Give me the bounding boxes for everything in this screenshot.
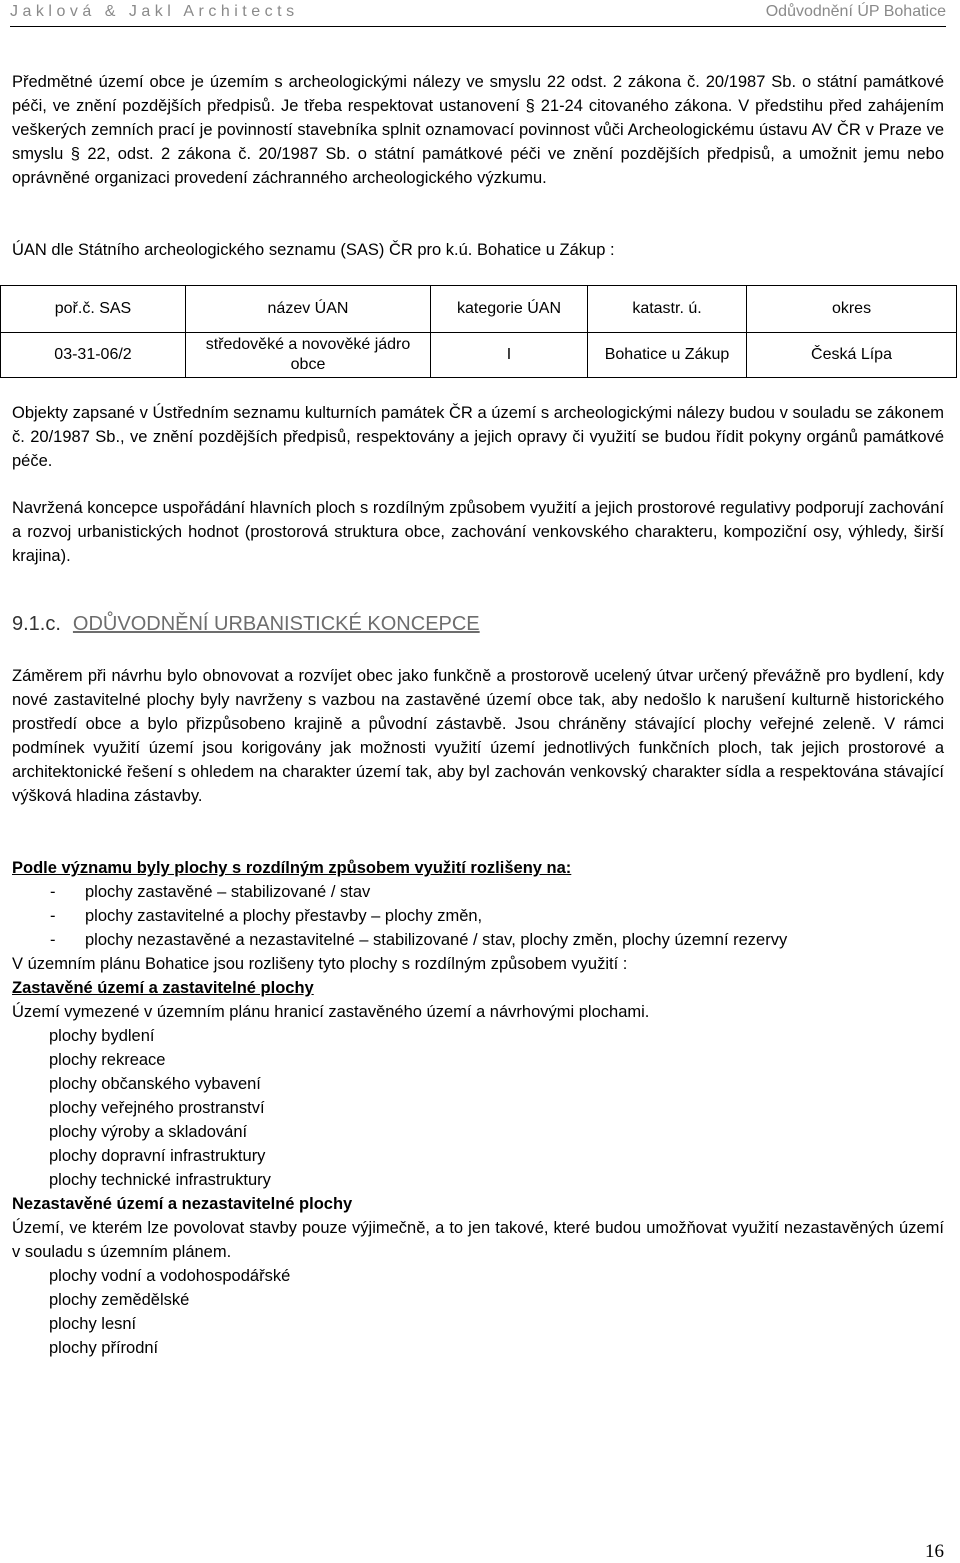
col-header: katastr. ú. [588, 286, 747, 333]
table-cell: I [431, 333, 588, 378]
list-item: plochy technické infrastruktury [49, 1171, 271, 1189]
list-item: plochy zemědělské [49, 1291, 190, 1309]
list-item: plochy občanského vybavení [49, 1075, 261, 1093]
table-cell: středověké a novověké jádro obce [186, 333, 431, 378]
col-header: okres [747, 286, 957, 333]
table-header-row [1, 286, 957, 333]
list-item: plochy veřejného prostranství [49, 1099, 265, 1117]
bullet-dash: - [50, 907, 56, 925]
zamerem-paragraph: Záměrem při návrhu bylo obnovovat a rozvíjet obec jako funkčně a prostorově ucelený útvar určený převážně pro bydlení, kdy nové zastavitelné plochy byly navrženy s vazbou na zastavěné území obce tak, aby nedošlo k narušení kulturně historického prostředí obce a bylo přizpůsobeno krajině a původní zástavbě. Jsou chráněny stávající plochy veřejné zeleně. V rámci podmínek využití území jsou korigovány jak možnosti využití území jednotlivých funkčních ploch, tak jejich prostorové a architektonické řešení s ohledem na charakter území tak, aby byl zachován venkovský charakter sídla a respektována stávající výšková hladina zástavby. [12, 667, 944, 805]
list-item: plochy výroby a skladování [49, 1123, 248, 1141]
list-item [12, 928, 944, 952]
list-item: plochy bydlení [49, 1027, 155, 1045]
col-header: poř.č. SAS [1, 286, 186, 333]
zastavene-heading: Zastavěné území a zastavitelné plochy [12, 979, 314, 997]
section-title: ODŮVODNĚNÍ URBANISTICKÉ KONCEPCE [72, 613, 480, 635]
zastavene-description: Území vymezené v územním plánu hranicí zastavěného území a návrhovými plochami. [12, 1003, 650, 1021]
list-item: plochy přírodní [49, 1339, 159, 1357]
plochy-note: V územním plánu Bohatice jsou rozlišeny tyto plochy s rozdílným způsobem využití : [12, 955, 628, 973]
nezastavene-heading: Nezastavěné území a nezastavitelné plochy [12, 1195, 353, 1213]
intro-paragraph: Předmětné území obce je územím s archeologickými nálezy ve smyslu 22 odst. 2 zákona č. 20/1987 Sb. o státní památkové péči, ve znění pozdějších předpisů. Je třeba respektovat ustanovení § 21-24 citovaného zákona. V předstihu před zahájením veškerých zemních prací je povinností stavebníka splnit oznamovací povinnost vůči Archeologickému ústavu AV ČR v Praze ve smyslu § 22, odst. 2 zákona č. 20/1987 Sb. o státní památkové péči ve znění pozdějších předpisů, a umožnit jemu nebo oprávněné organizaci provedení záchranného archeologického výzkumu. [12, 73, 944, 187]
list-item-text: plochy nezastavěné a nezastavitelné – stabilizované / stav, plochy změn, plochy územní rezervy [85, 931, 788, 949]
list-item: plochy lesní [49, 1315, 137, 1333]
table-cell: Bohatice u Zákup [588, 333, 747, 378]
uan-intro: ÚAN dle Státního archeologického seznamu (SAS) ČR pro k.ú. Bohatice u Zákup : [12, 241, 615, 259]
firm-name: Jaklová & Jakl Architects [10, 3, 299, 20]
col-header: název ÚAN [186, 286, 431, 333]
bullet-dash: - [50, 883, 56, 901]
list-item: plochy rekreace [49, 1051, 166, 1069]
document-title: Odůvodnění ÚP Bohatice [765, 3, 946, 20]
list-item: plochy vodní a vodohospodářské [49, 1267, 291, 1285]
list-item-text: plochy zastavitelné a plochy přestavby – plochy změn, [85, 907, 483, 925]
list-item-text: plochy zastavěné – stabilizované / stav [85, 883, 371, 901]
plochy-section [12, 856, 944, 1360]
list-item [12, 904, 944, 928]
list-item [12, 880, 944, 904]
table-cell: Česká Lípa [747, 333, 957, 378]
list-item: plochy dopravní infrastruktury [49, 1147, 266, 1165]
table-row [1, 333, 957, 378]
table-cell: 03-31-06/2 [1, 333, 186, 378]
plochy-heading: Podle významu byly plochy s rozdílným způsobem využití rozlišeny na: [12, 859, 572, 877]
page-number: 16 [925, 1541, 944, 1562]
col-header: kategorie ÚAN [431, 286, 588, 333]
koncepce-paragraph: Navržená koncepce uspořádání hlavních ploch s rozdílným způsobem využití a jejich prostorové regulativy podporují zachování a rozvoj urbanistických hodnot (prostorová struktura obce, zachování venkovského charakteru, kompoziční osy, výhledy, širší krajina). [12, 499, 944, 565]
bullet-dash: - [50, 931, 56, 949]
objekty-paragraph: Objekty zapsané v Ústředním seznamu kulturních památek ČR a území s archeologickými nálezy budou v souladu se zákonem č. 20/1987 Sb., ve znění pozdějších předpisů, respektovány a jejich opravy či využití se budou řídit pokyny orgánů památkové péče. [12, 404, 944, 470]
section-heading [12, 613, 480, 636]
section-number: 9.1.c. [12, 613, 61, 635]
nezastavene-description: Území, ve kterém lze povolovat stavby pouze výjimečně, a to jen takové, které budou umožňovat využití nezastavěných území v souladu s územním plánem. [12, 1219, 944, 1261]
page-header [10, 0, 946, 27]
sas-table [0, 285, 957, 378]
